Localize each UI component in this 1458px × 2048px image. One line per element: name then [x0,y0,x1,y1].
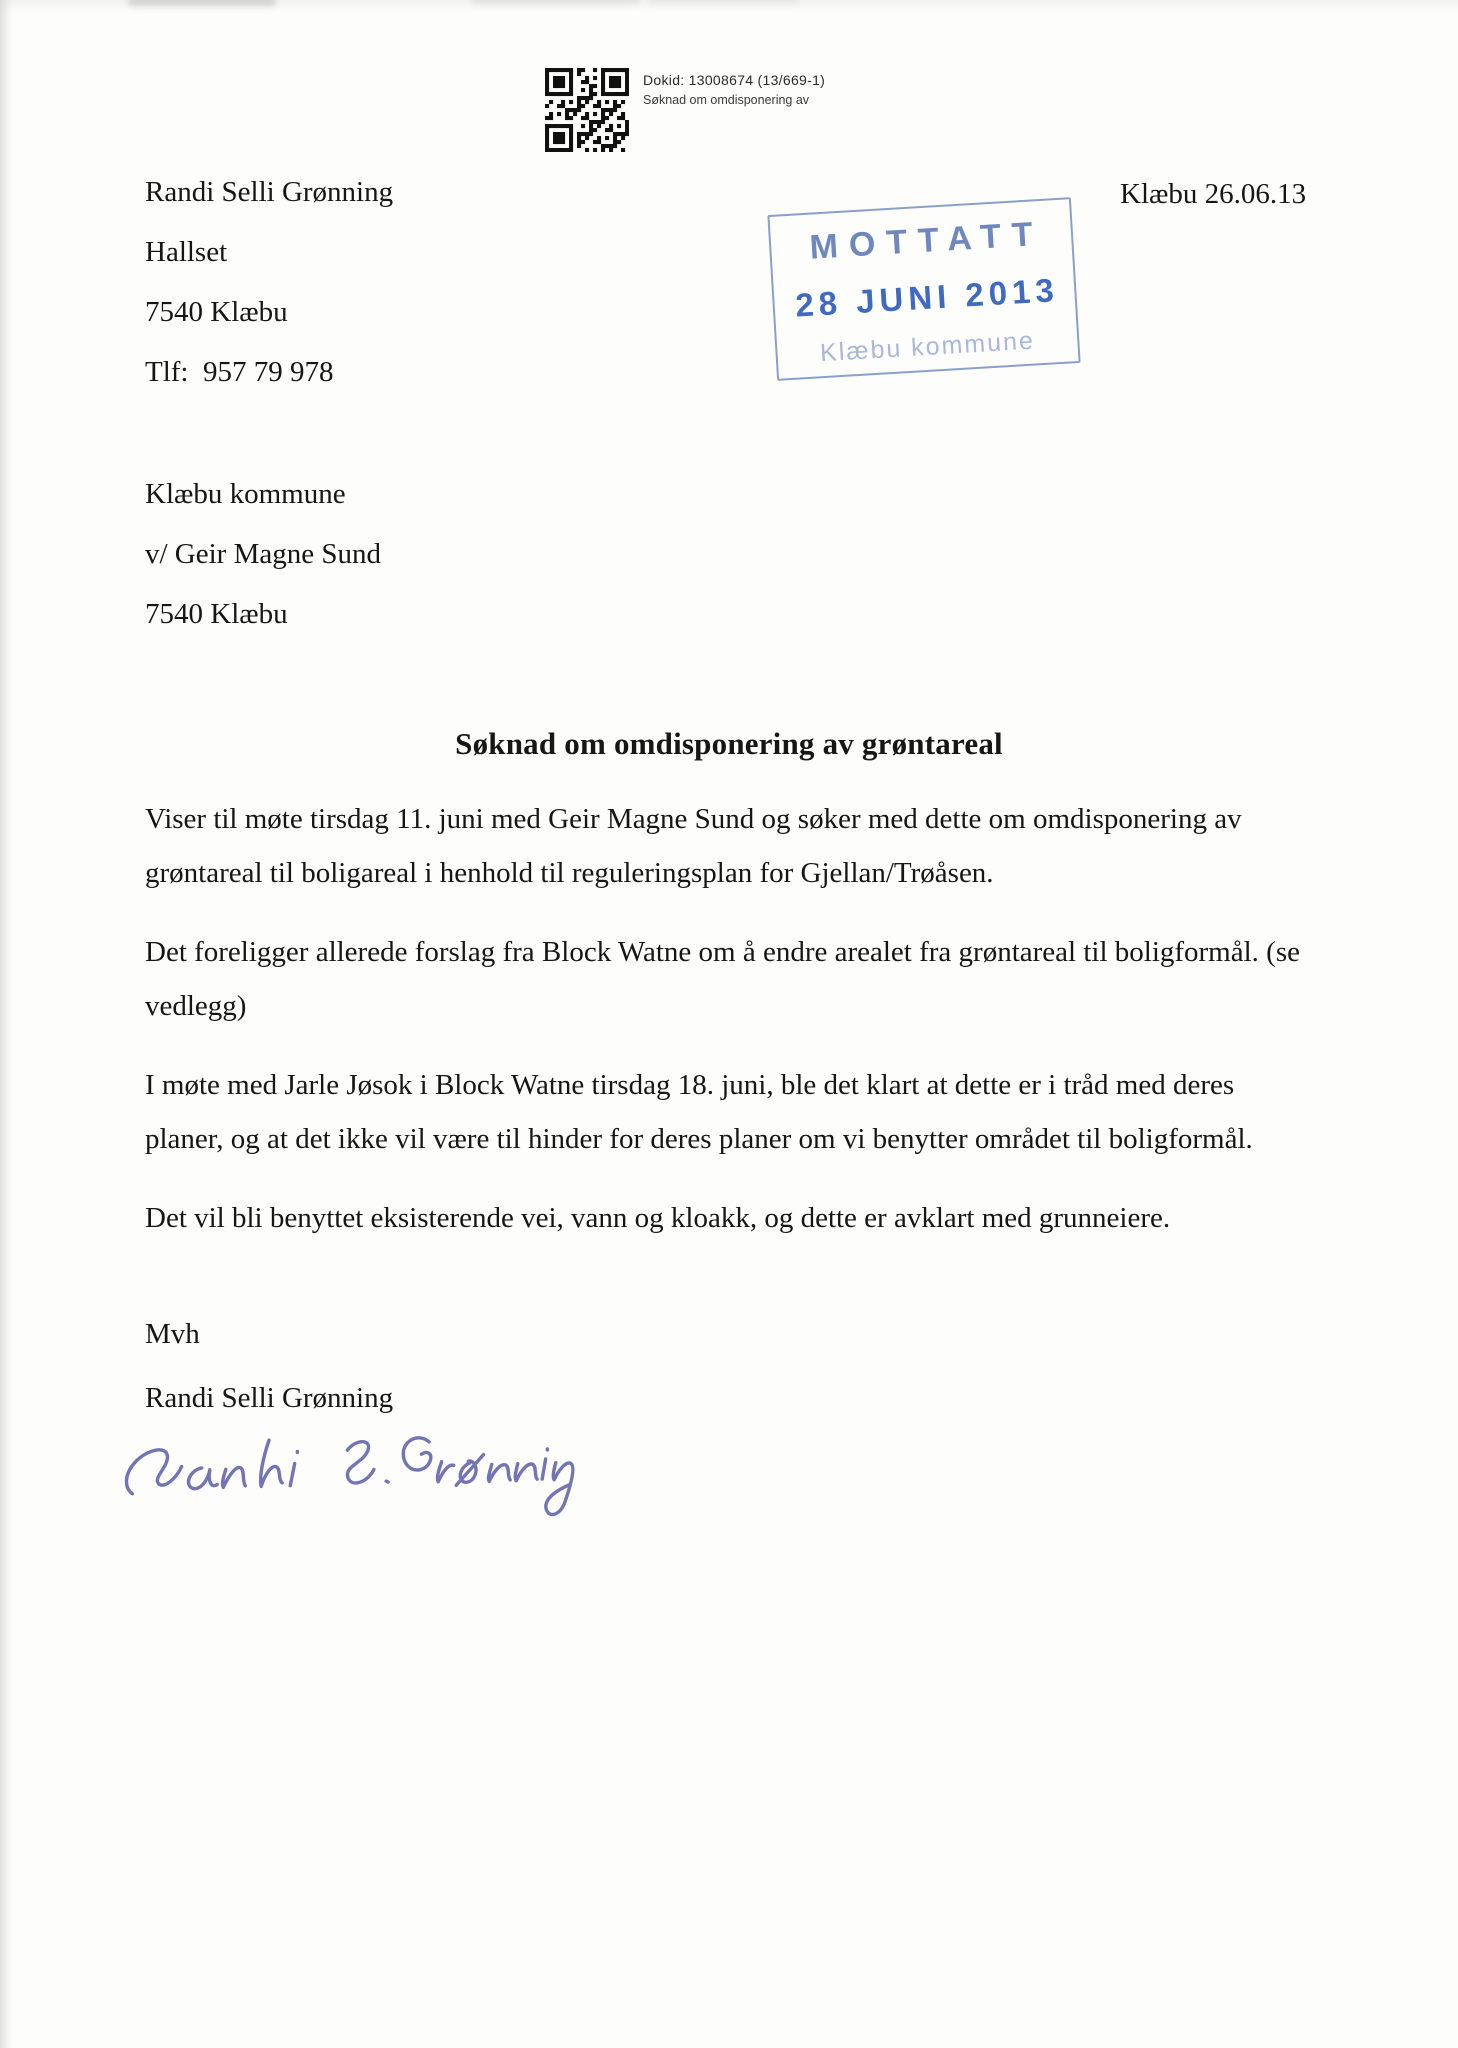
paragraph-2: Det foreligger allerede forslag fra Block Watne om å endre arealet fra grøntareal til boligformål. (se vedlegg) [145,936,1300,1022]
recipient-postal: 7540 Klæbu [145,598,288,630]
paragraph-3: I møte med Jarle Jøsok i Block Watne tirsdag 18. juni, ble det klart at dette er i tråd med deres planer, og at det ikke vil være til hinder for deres planer om vi benytter området til boligformål. [145,1069,1253,1155]
stamp-date-text: 28 JUNI 2013 [794,271,1060,324]
qr-label-dokid: Dokid: 13008674 (13/669-1) [643,72,826,88]
closing-name: Randi Selli Grønning [145,1382,394,1414]
qr-label-subject: Søknad om omdisponering av [643,93,810,107]
handwritten-signature [116,1392,590,1559]
sender-name: Randi Selli Grønning [145,176,394,208]
letter-body [145,792,1315,1270]
sender-postal: 7540 Klæbu [145,296,288,328]
letter-title: Søknad om omdisponering av grøntareal [455,726,1003,761]
scan-artifact-smudge [128,0,276,6]
received-stamp [767,197,1080,381]
paragraph-1: Viser til møte tirsdag 11. juni med Geir Magne Sund og søker med dette om omdisponering av grøntareal til boligareal i henhold til reguleringsplan for Gjellan/Trøåsen. [145,803,1242,889]
sender-phone: Tlf: 957 79 978 [145,356,334,388]
stamp-mottatt-text: MOTTATT [808,214,1045,267]
recipient-organization: Klæbu kommune [145,478,346,510]
stamp-organization-text: Klæbu kommune [819,326,1036,368]
scan-artifact-smudge [470,0,640,4]
recipient-contact: v/ Geir Magne Sund [145,538,381,570]
qr-code-icon [545,68,629,152]
scan-artifact-smudge [648,0,798,4]
scan-edge-shadow-left [0,0,14,2048]
sender-address: Hallset [145,236,228,268]
document-id-block [545,68,825,152]
closing-salutation: Mvh [145,1318,200,1350]
signature-ink-icon [116,1392,590,1554]
sender-block [145,176,393,416]
paragraph-4: Det vil bli benyttet eksisterende vei, vann og kloakk, og dette er avklart med grunneiere. [145,1202,1171,1234]
recipient-block [145,478,381,658]
qr-label [643,68,825,107]
date-line: Klæbu 26.06.13 [1120,178,1307,210]
scan-edge-shadow-top [0,0,1458,14]
